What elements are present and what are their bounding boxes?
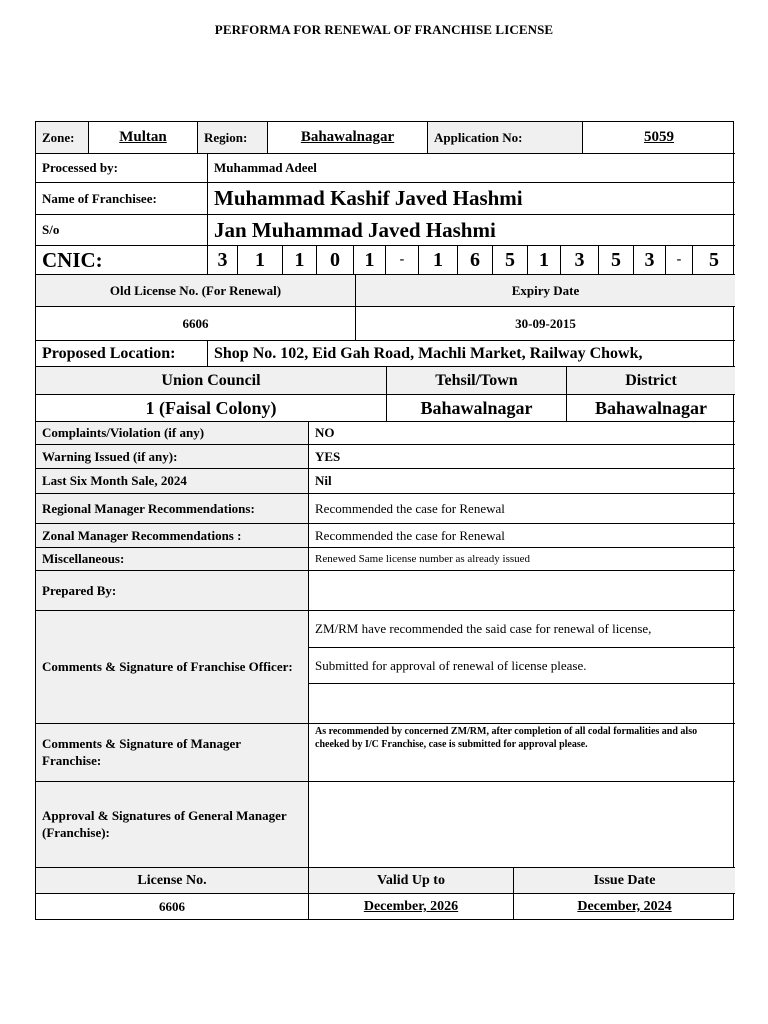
cnic-digit: 3 [561, 246, 599, 275]
license-no-label: License No. [36, 868, 309, 894]
issue-date-value: December, 2024 [577, 899, 672, 914]
prepared-by-field [309, 571, 735, 611]
cnic-digit: 6 [458, 246, 493, 275]
cnic-dash: - [666, 246, 693, 275]
franchise-officer-comment-line-3 [309, 684, 735, 724]
processed-by-label: Processed by: [36, 154, 208, 183]
old-license-label: Old License No. (For Renewal) [36, 275, 356, 307]
tehsil-label: Tehsil/Town [387, 367, 567, 395]
union-council-value: 1 (Faisal Colony) [36, 395, 387, 422]
zm-recommendation-value: Recommended the case for Renewal [309, 524, 735, 548]
issue-date-label: Issue Date [514, 868, 735, 894]
warning-value: YES [309, 445, 735, 469]
application-number: 5059 [583, 122, 735, 154]
zone-value: Multan [89, 122, 198, 154]
franchise-officer-label: Comments & Signature of Franchise Officer: [36, 611, 309, 724]
cnic-label: CNIC: [36, 246, 208, 275]
gm-approval-signature [309, 782, 735, 868]
cnic-digit: 1 [283, 246, 317, 275]
tehsil-value: Bahawalnagar [387, 395, 567, 422]
prepared-by-label: Prepared By: [36, 571, 309, 611]
zm-recommendation-label: Zonal Manager Recommendations : [36, 524, 309, 548]
franchisee-label: Name of Franchisee: [36, 183, 208, 215]
franchise-officer-comment-line-2: Submitted for approval of renewal of license please. [309, 648, 735, 684]
location-label: Proposed Location: [36, 341, 208, 367]
father-name: Jan Muhammad Javed Hashmi [208, 215, 735, 246]
cnic-digit: 3 [634, 246, 666, 275]
cnic-digit: 1 [419, 246, 458, 275]
union-council-label: Union Council [36, 367, 387, 395]
manager-franchise-label: Comments & Signature of Manager Franchise: [36, 724, 309, 782]
district-value: Bahawalnagar [567, 395, 735, 422]
zone-label: Zone: [36, 122, 89, 154]
valid-up-to-label: Valid Up to [309, 868, 514, 894]
complaints-label: Complaints/Violation (if any) [36, 422, 309, 445]
processed-by-value: Muhammad Adeel [208, 154, 735, 183]
region-value: Bahawalnagar [268, 122, 428, 154]
cnic-digit: 5 [493, 246, 528, 275]
district-label: District [567, 367, 735, 395]
cnic-digit: 5 [693, 246, 735, 275]
rm-recommendation-label: Regional Manager Recommendations: [36, 494, 309, 524]
cnic-digit: 0 [317, 246, 354, 275]
cnic-digit: 3 [208, 246, 238, 275]
cnic-digit: 1 [528, 246, 561, 275]
misc-value: Renewed Same license number as already issued [309, 548, 735, 571]
application-label: Application No: [428, 122, 583, 154]
cnic-digit: 1 [238, 246, 283, 275]
region-label: Region: [198, 122, 268, 154]
cnic-digit: 1 [354, 246, 386, 275]
valid-up-to-value: December, 2026 [309, 894, 514, 920]
misc-label: Miscellaneous: [36, 548, 309, 571]
complaints-value: NO [309, 422, 735, 445]
manager-franchise-comment: As recommended by concerned ZM/RM, after completion of all codal formalities and also cheeked by I/C Franchise, case is submitted for approval please. [309, 724, 735, 782]
warning-label: Warning Issued (if any): [36, 445, 309, 469]
license-no-value: 6606 [36, 894, 309, 920]
sale-label: Last Six Month Sale, 2024 [36, 469, 309, 494]
franchisee-name: Muhammad Kashif Javed Hashmi [208, 183, 735, 215]
cnic-digit: 5 [599, 246, 634, 275]
document-title: PERFORMA FOR RENEWAL OF FRANCHISE LICENSE [214, 22, 554, 37]
gm-approval-label: Approval & Signatures of General Manager (Franchise): [36, 782, 309, 868]
rm-recommendation-value: Recommended the case for Renewal [309, 494, 735, 524]
proposed-location: Shop No. 102, Eid Gah Road, Machli Market, Railway Chowk, [208, 341, 735, 367]
expiry-date-value: 30-09-2015 [356, 307, 735, 341]
so-label: S/o [36, 215, 208, 246]
renewal-form [35, 121, 734, 920]
old-license-number: 6606 [36, 307, 356, 341]
cnic-dash: - [386, 246, 419, 275]
expiry-date-label: Expiry Date [356, 275, 735, 307]
franchise-officer-comment-line-1: ZM/RM have recommended the said case for renewal of license, [309, 611, 735, 648]
sale-value: Nil [309, 469, 735, 494]
